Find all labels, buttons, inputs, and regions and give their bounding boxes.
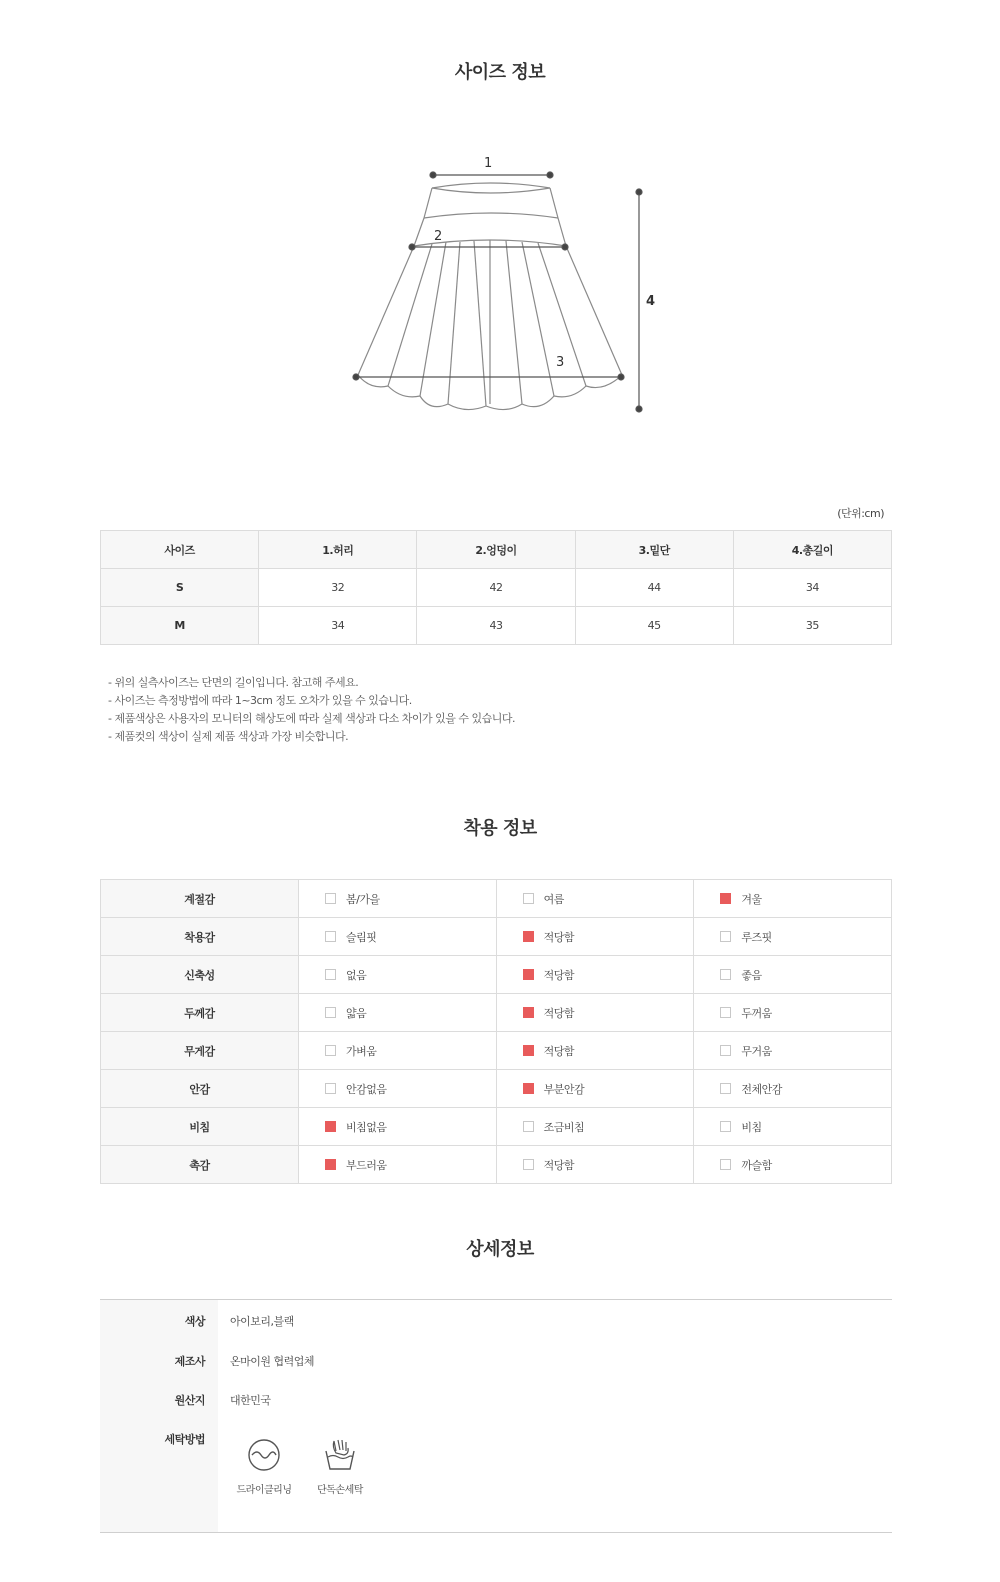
fit-option bbox=[496, 918, 694, 956]
fit-row-label: 착용감 bbox=[101, 918, 299, 956]
size-label: M bbox=[101, 607, 259, 645]
fit-option-label: 부드러움 bbox=[346, 1158, 387, 1172]
fit-option-label: 루즈핏 bbox=[741, 930, 772, 944]
measure-label-1: 1 bbox=[484, 156, 493, 171]
checked-box-icon bbox=[325, 1159, 336, 1170]
detail-label: 색상 bbox=[184, 1315, 205, 1328]
fit-option bbox=[299, 1070, 497, 1108]
fit-option bbox=[496, 1070, 694, 1108]
detail-label: 제조사 bbox=[174, 1355, 205, 1368]
fit-option bbox=[496, 1108, 694, 1146]
table-cell: 42 bbox=[417, 569, 575, 607]
unchecked-box-icon bbox=[325, 1045, 336, 1056]
unchecked-box-icon bbox=[325, 1083, 336, 1094]
unchecked-box-icon bbox=[720, 1083, 731, 1094]
detail-panel bbox=[100, 1299, 892, 1533]
fit-row bbox=[101, 880, 892, 918]
size-notes bbox=[108, 674, 515, 746]
fit-option bbox=[694, 1108, 892, 1146]
table-cell: 45 bbox=[575, 607, 733, 645]
unchecked-box-icon bbox=[720, 1007, 731, 1018]
fit-option bbox=[694, 1146, 892, 1184]
fit-option-label: 적당함 bbox=[543, 930, 575, 944]
column-header: 3.밑단 bbox=[575, 531, 733, 569]
detail-label: 세탁방법 bbox=[164, 1433, 205, 1446]
fit-option-label: 적당함 bbox=[543, 1044, 575, 1058]
fit-option bbox=[299, 918, 497, 956]
table-cell: 34 bbox=[259, 607, 417, 645]
fit-option-label: 조금비침 bbox=[543, 1120, 585, 1134]
fit-option-label: 전체안감 bbox=[741, 1082, 782, 1096]
fit-option-label: 가벼움 bbox=[346, 1044, 377, 1058]
size-label: S bbox=[101, 569, 259, 607]
measure-label-2: 2 bbox=[434, 229, 443, 244]
table-cell: 44 bbox=[575, 569, 733, 607]
fit-option bbox=[496, 1032, 694, 1070]
unchecked-box-icon bbox=[720, 969, 731, 980]
fit-option bbox=[496, 994, 694, 1032]
fit-option bbox=[299, 994, 497, 1032]
detail-label-column bbox=[100, 1300, 218, 1532]
fit-option-label: 좋음 bbox=[741, 968, 762, 982]
unchecked-box-icon bbox=[523, 893, 534, 904]
size-info-title: 사이즈 정보 bbox=[454, 62, 546, 83]
fit-option-label: 적당함 bbox=[543, 968, 575, 982]
note-item: - 제품컷의 색상이 실제 제품 색상과 가장 비슷합니다. bbox=[108, 730, 349, 743]
detail-value: 아이보리,블랙 bbox=[230, 1315, 294, 1328]
size-table-header bbox=[101, 531, 892, 569]
fit-option bbox=[496, 880, 694, 918]
fit-option bbox=[299, 1146, 497, 1184]
wash-item-hand bbox=[310, 1437, 370, 1496]
wash-item-dry bbox=[234, 1437, 294, 1496]
fit-option bbox=[694, 994, 892, 1032]
fit-option-label: 봄/가을 bbox=[346, 892, 380, 906]
table-cell: 35 bbox=[733, 607, 891, 645]
unchecked-box-icon bbox=[325, 1007, 336, 1018]
fit-option bbox=[299, 956, 497, 994]
fit-option-label: 비침 bbox=[741, 1120, 762, 1134]
fit-option bbox=[694, 880, 892, 918]
skirt-diagram bbox=[340, 150, 670, 430]
unchecked-box-icon bbox=[720, 1121, 731, 1132]
column-header: 사이즈 bbox=[101, 531, 259, 569]
table-row bbox=[101, 569, 892, 607]
fit-option-label: 얇음 bbox=[346, 1006, 367, 1020]
checked-box-icon bbox=[523, 1007, 534, 1018]
table-cell: 43 bbox=[417, 607, 575, 645]
column-header: 2.엉덩이 bbox=[417, 531, 575, 569]
unchecked-box-icon bbox=[523, 1159, 534, 1170]
fit-row-label: 계절감 bbox=[101, 880, 299, 918]
checked-box-icon bbox=[720, 893, 731, 904]
fit-row bbox=[101, 918, 892, 956]
checked-box-icon bbox=[523, 931, 534, 942]
fit-option-label: 적당함 bbox=[543, 1006, 575, 1020]
fit-table bbox=[100, 879, 892, 1184]
fit-option-label: 비침없음 bbox=[346, 1120, 387, 1134]
unit-label: (단위:cm) bbox=[837, 507, 884, 520]
wash-label: 드라이클리닝 bbox=[236, 1485, 292, 1496]
fit-option bbox=[496, 956, 694, 994]
fit-option-label: 무거움 bbox=[741, 1044, 772, 1058]
fit-option bbox=[496, 1146, 694, 1184]
fit-option-label: 안감없음 bbox=[346, 1082, 387, 1096]
fit-option-label: 적당함 bbox=[543, 1158, 575, 1172]
fit-row bbox=[101, 1032, 892, 1070]
unchecked-box-icon bbox=[325, 969, 336, 980]
note-item: - 제품색상은 사용자의 모니터의 해상도에 따라 실제 색상과 다소 차이가 있을 수 있습니다. bbox=[108, 712, 515, 725]
unchecked-box-icon bbox=[720, 1045, 731, 1056]
fit-row bbox=[101, 1146, 892, 1184]
fit-row-label: 안감 bbox=[101, 1070, 299, 1108]
note-item: - 위의 실측사이즈는 단면의 길이입니다. 참고해 주세요. bbox=[108, 676, 359, 689]
fit-option bbox=[694, 918, 892, 956]
table-cell: 34 bbox=[733, 569, 891, 607]
fit-row-label: 두께감 bbox=[101, 994, 299, 1032]
fit-option-label: 슬림핏 bbox=[346, 930, 377, 944]
fit-option-label: 겨울 bbox=[741, 892, 762, 906]
fit-option-label: 없음 bbox=[346, 968, 367, 982]
fit-option bbox=[694, 1070, 892, 1108]
fit-option-label: 두꺼움 bbox=[741, 1006, 772, 1020]
size-table bbox=[100, 530, 892, 645]
measure-label-3: 3 bbox=[556, 355, 565, 370]
detail-value: 대한민국 bbox=[230, 1394, 271, 1407]
checked-box-icon bbox=[523, 1083, 534, 1094]
fit-row-label: 비침 bbox=[101, 1108, 299, 1146]
unchecked-box-icon bbox=[720, 931, 731, 942]
dry-cleaning-icon bbox=[246, 1437, 282, 1473]
fit-row-label: 촉감 bbox=[101, 1146, 299, 1184]
fit-row-label: 신축성 bbox=[101, 956, 299, 994]
column-header: 4.총길이 bbox=[733, 531, 891, 569]
fit-option bbox=[299, 1108, 497, 1146]
unchecked-box-icon bbox=[523, 1121, 534, 1132]
fit-info-title: 착용 정보 bbox=[463, 818, 537, 839]
fit-option bbox=[299, 880, 497, 918]
hand-wash-icon bbox=[320, 1437, 360, 1473]
fit-row bbox=[101, 1070, 892, 1108]
fit-option bbox=[299, 1032, 497, 1070]
column-header: 1.허리 bbox=[259, 531, 417, 569]
checked-box-icon bbox=[523, 1045, 534, 1056]
fit-row bbox=[101, 1108, 892, 1146]
checked-box-icon bbox=[325, 1121, 336, 1132]
unchecked-box-icon bbox=[325, 931, 336, 942]
note-item: - 사이즈는 측정방법에 따라 1~3cm 정도 오차가 있을 수 있습니다. bbox=[108, 694, 412, 707]
checked-box-icon bbox=[523, 969, 534, 980]
unchecked-box-icon bbox=[325, 893, 336, 904]
detail-label: 원산지 bbox=[174, 1394, 205, 1407]
detail-info-title: 상세정보 bbox=[466, 1239, 534, 1260]
measure-label-4: 4 bbox=[646, 294, 656, 309]
table-cell: 32 bbox=[259, 569, 417, 607]
fit-row-label: 무게감 bbox=[101, 1032, 299, 1070]
table-row bbox=[101, 607, 892, 645]
fit-option bbox=[694, 1032, 892, 1070]
detail-value: 온마이원 협력업체 bbox=[230, 1355, 315, 1368]
fit-row bbox=[101, 956, 892, 994]
fit-row bbox=[101, 994, 892, 1032]
wash-label: 단독손세탁 bbox=[317, 1485, 363, 1496]
fit-option-label: 까슬함 bbox=[741, 1158, 772, 1172]
fit-option-label: 여름 bbox=[543, 892, 564, 906]
unchecked-box-icon bbox=[720, 1159, 731, 1170]
fit-option bbox=[694, 956, 892, 994]
fit-option-label: 부분안감 bbox=[543, 1082, 585, 1096]
